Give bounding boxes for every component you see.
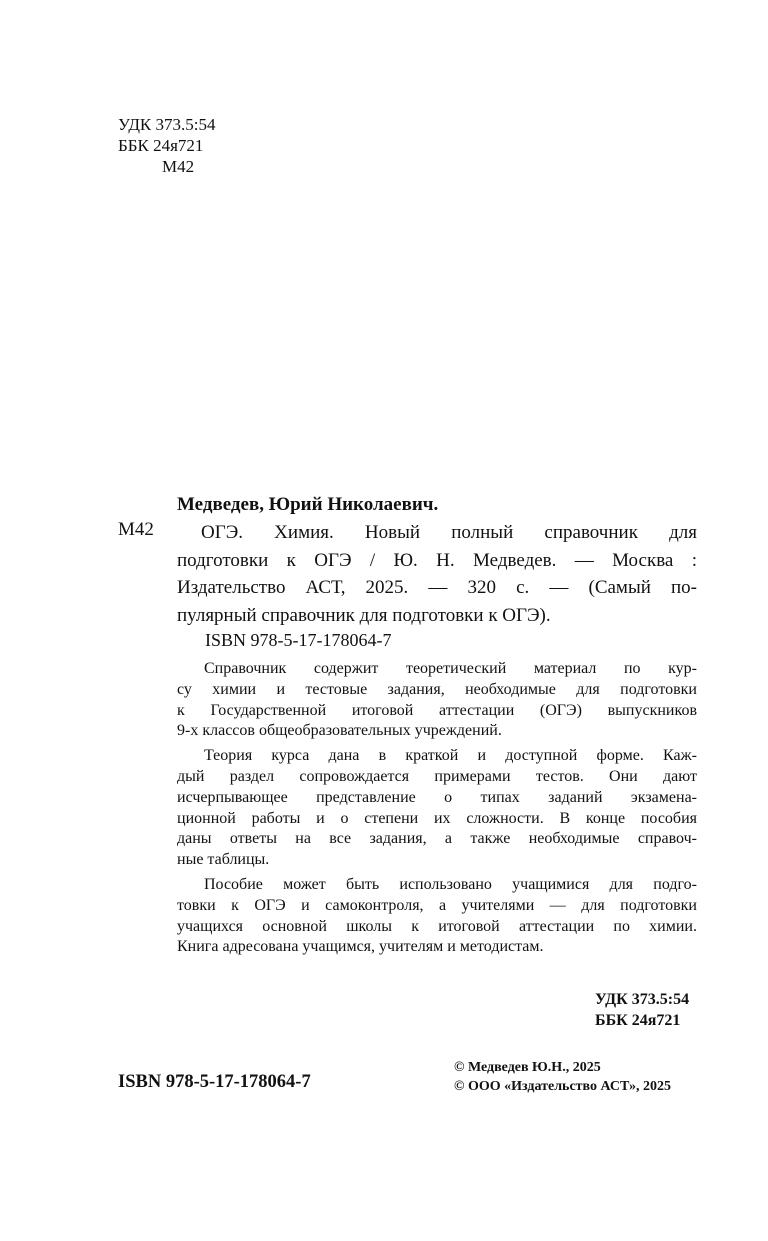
abstract-line: Книга адресована учащимся, учителям и методистам. xyxy=(177,938,544,956)
abstract-line: ционной работы и о степени их сложности. В конце пособия xyxy=(177,809,697,827)
bibliographic-description xyxy=(177,519,697,629)
abstract-line: Справочник содержит теоретический материал по кур- xyxy=(204,660,697,677)
abstract-line: 9-х классов общеобразовательных учреждений. xyxy=(177,722,502,740)
isbn-footer: ISBN 978-5-17-178064-7 xyxy=(118,1072,311,1092)
abstract-line: Теория курса дана в краткой и доступной форме. Каж- xyxy=(204,747,697,765)
abstract-paragraph xyxy=(177,659,697,742)
bib-line: Издательство АСТ, 2025. — 320 с. — (Самый по- xyxy=(177,577,697,598)
copyright-publisher: © ООО «Издательство АСТ», 2025 xyxy=(454,1078,672,1094)
classification-block-bottom xyxy=(595,989,689,1031)
abstract-line: даны ответы на все задания, а также необходимые справоч- xyxy=(177,830,697,848)
abstract-paragraph xyxy=(177,746,697,871)
bib-line: пулярный справочник для подготовки к ОГЭ). xyxy=(177,604,551,626)
abstract-paragraph xyxy=(177,875,697,958)
bbk-code: ББК 24я721 xyxy=(118,136,204,155)
abstract-line: су химии и тестовые задания, необходимые для подготовки xyxy=(177,680,697,698)
abstract-line: дый раздел сопровождается примерами тестов. Они дают xyxy=(177,767,697,785)
isbn-record: ISBN 978-5-17-178064-7 xyxy=(205,630,392,650)
author-heading: Медведев, Юрий Николаевич. xyxy=(177,494,439,515)
author-mark-side: М42 xyxy=(118,519,154,540)
author-mark: М42 xyxy=(162,157,195,176)
udk-code: УДК 373.5:54 xyxy=(595,991,690,1008)
classification-block-top xyxy=(118,114,215,177)
abstract-line: к Государственной итоговой аттестации (ОГЭ) выпускников xyxy=(177,701,697,719)
abstract-line: исчерпывающее представление о типах заданий экзамена- xyxy=(177,788,697,806)
abstract-line: учащихся основной школы к итоговой аттестации по химии. xyxy=(177,917,697,935)
bbk-code: ББК 24я721 xyxy=(595,1012,681,1029)
abstract-line: ные таблицы. xyxy=(177,851,270,869)
bib-line: ОГЭ. Химия. Новый полный справочник для xyxy=(201,522,697,543)
bib-line: подготовки к ОГЭ / Ю. Н. Медведев. — Москва : xyxy=(177,549,697,571)
abstract xyxy=(177,659,697,962)
udk-code: УДК 373.5:54 xyxy=(118,115,216,134)
copyright-author: © Медведев Ю.Н., 2025 xyxy=(454,1060,601,1075)
copyright-block xyxy=(454,1059,671,1096)
abstract-line: товки к ОГЭ и самоконтроля, а учителями — для подготовки xyxy=(177,896,697,914)
abstract-line: Пособие может быть использовано учащимися для подго- xyxy=(204,875,697,893)
